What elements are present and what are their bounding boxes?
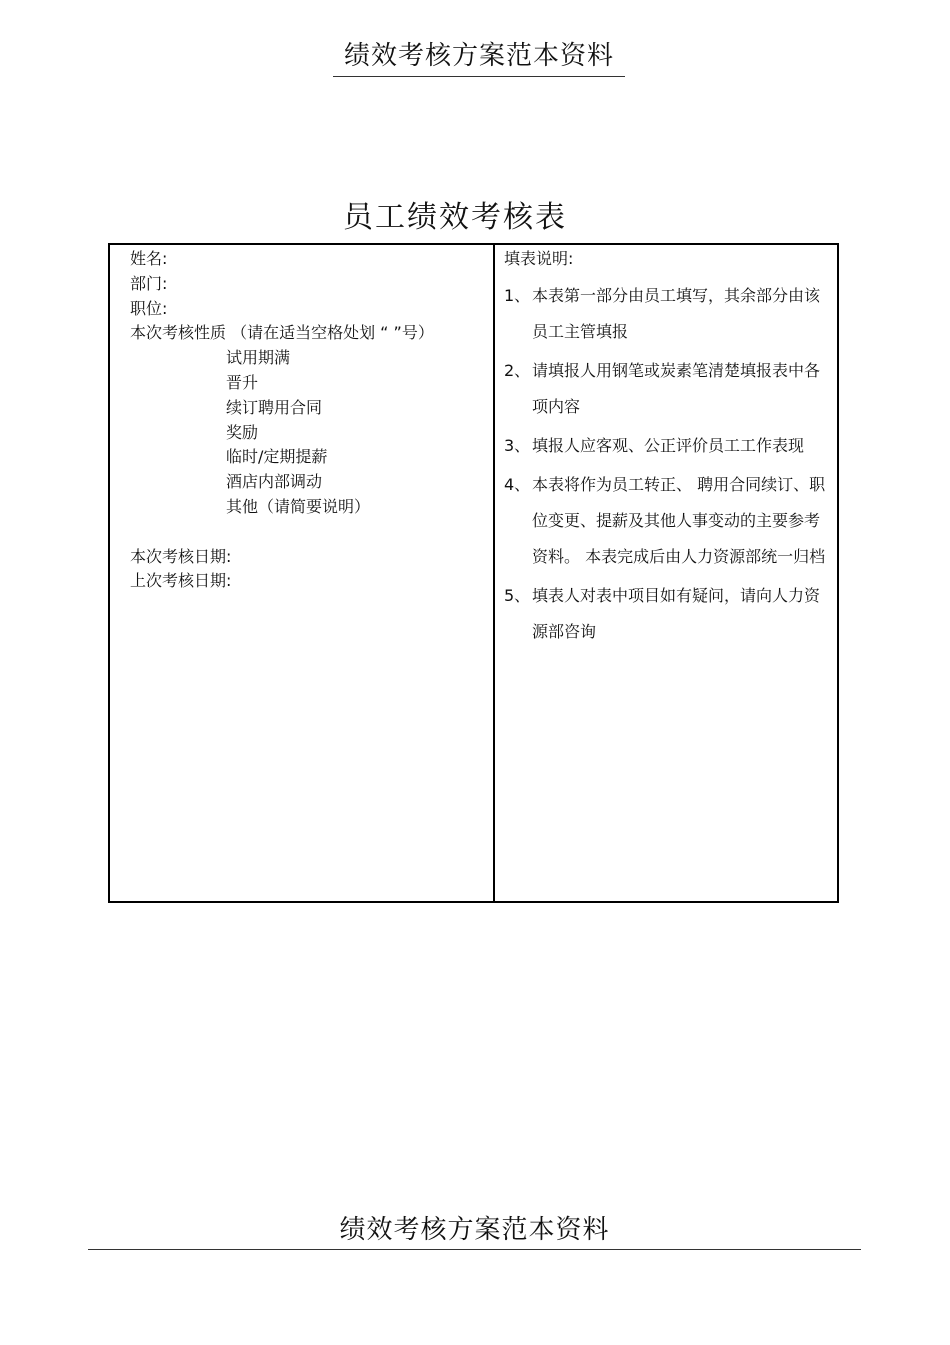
instruction-text: 填表人对表中项目如有疑问，请向人力资源部咨询: [532, 586, 821, 641]
name-label: 姓名:: [130, 249, 168, 268]
instruction-number: 4、: [504, 475, 531, 494]
option-salary-raise: 临时/定期提薪: [226, 447, 328, 467]
page-footer: 绩效考核方案范本资料: [88, 1210, 861, 1250]
instruction-item: [504, 467, 834, 575]
this-appraisal-date-label: 本次考核日期:: [130, 546, 232, 566]
page-header: 绩效考核方案范本资料: [333, 36, 625, 77]
option-probation-end: 试用期满: [226, 348, 291, 368]
instruction-number: 5、: [504, 586, 531, 605]
instruction-text: 本表第一部分由员工填写，其余部分由该员工主管填报: [532, 286, 821, 341]
instructions-section: [504, 247, 834, 653]
appraisal-form-table: [108, 243, 839, 903]
instruction-text: 请填报人用钢笔或炭素笔清楚填报表中各项内容: [532, 361, 821, 416]
last-appraisal-date-label: 上次考核日期:: [130, 571, 232, 591]
option-reward: 奖励: [226, 422, 259, 442]
option-contract-renewal: 续订聘用合同: [226, 397, 323, 417]
instruction-item: [504, 278, 834, 350]
instruction-item: [504, 428, 834, 464]
instruction-item: [504, 578, 834, 650]
instruction-number: 2、: [504, 361, 531, 380]
column-divider: [493, 245, 495, 901]
instruction-item: [504, 353, 834, 425]
spacer: [130, 520, 490, 545]
option-internal-transfer: 酒店内部调动: [226, 472, 323, 492]
instruction-number: 3、: [504, 436, 531, 455]
option-promotion: 晋升: [226, 372, 259, 392]
position-label: 职位:: [130, 298, 168, 318]
instruction-text: 填报人应客观、公正评价员工工作表现: [532, 436, 805, 455]
instruction-number: 1、: [504, 286, 531, 305]
employee-info-section: [130, 247, 490, 594]
instruction-text: 本表将作为员工转正、 聘用合同续订、职位变更、提薪及其他人事变动的主要参考资料。 本表完成后由人力资源部统一归档: [532, 475, 826, 566]
appraisal-nature-label: 本次考核性质 （请在适当空格处划 “ ”号）: [130, 323, 434, 343]
department-label: 部门:: [130, 273, 168, 293]
option-other: 其他（请简要说明）: [226, 496, 371, 516]
instructions-label: 填表说明:: [504, 249, 574, 268]
form-title: 员工绩效考核表: [343, 200, 567, 235]
